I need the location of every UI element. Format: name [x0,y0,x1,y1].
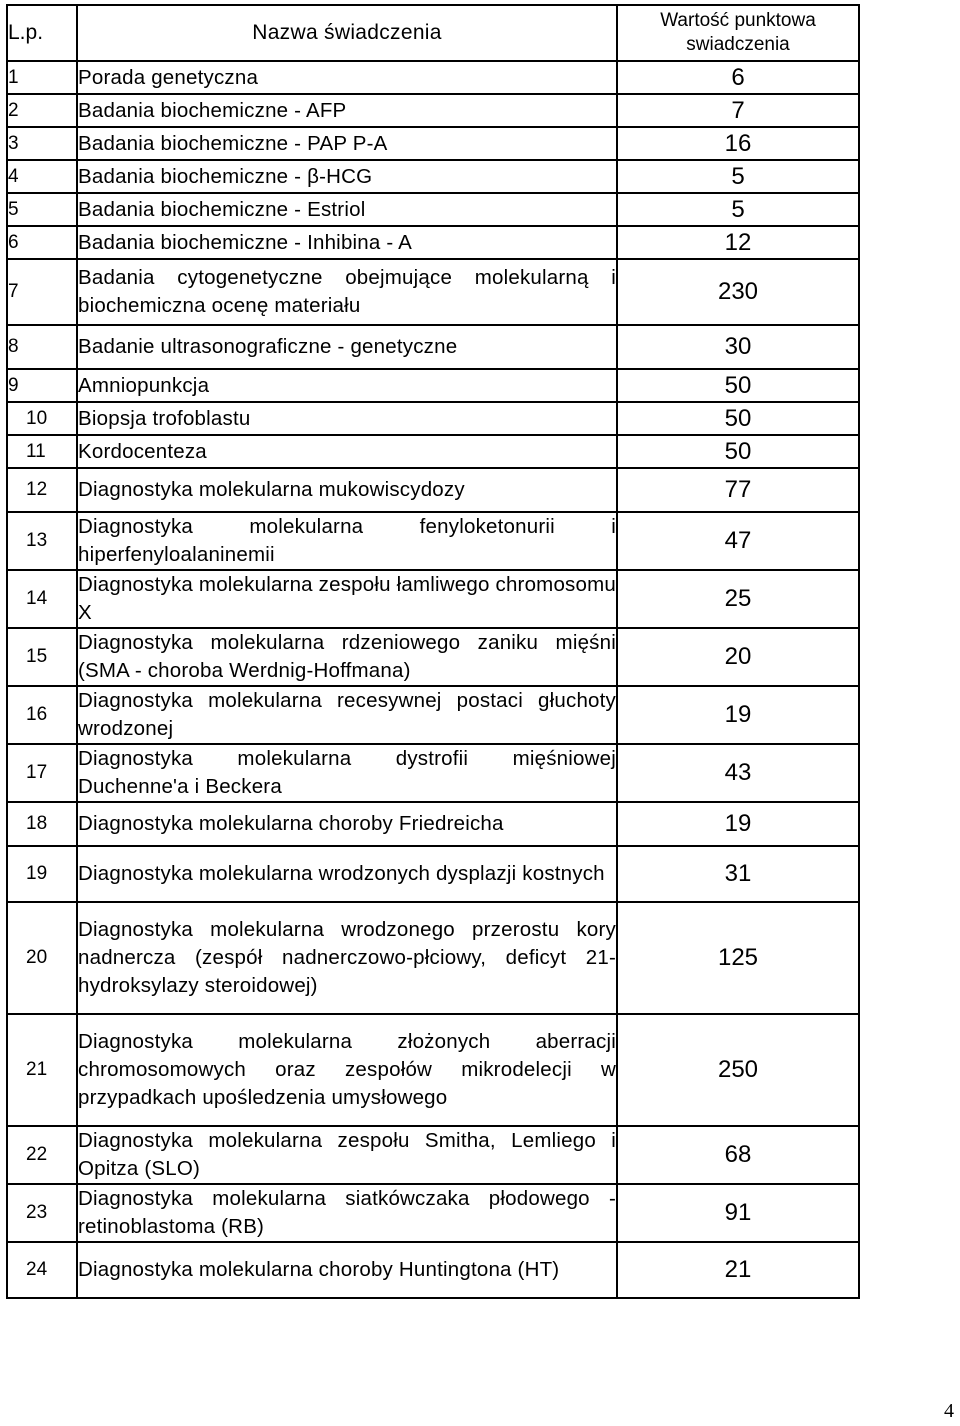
service-name: Diagnostyka molekularna zespołu łamliwego chromosomu X [78,573,616,624]
service-name: Diagnostyka molekularna fenyloketonurii i hiperfenyloalaninemii [78,515,616,566]
table-row [7,512,859,570]
service-name-cell [77,1242,617,1298]
service-name-cell [77,902,617,1014]
point-value: 5 [617,193,859,226]
service-name-cell [77,1126,617,1184]
table-row [7,570,859,628]
service-name: Diagnostyka molekularna wrodzonych dysplazji kostnych [78,862,605,885]
table-row [7,193,859,226]
row-number: 14 [7,570,77,628]
service-name: Kordocenteza [78,439,207,463]
service-name: Diagnostyka molekularna wrodzonego przerostu kory nadnercza (zespół nadnerczowo-płciowy, deficyt 21-hydroksylazy steroidowej) [78,918,616,997]
table-row [7,160,859,193]
service-name: Diagnostyka molekularna recesywnej postaci głuchoty wrodzonej [78,689,616,740]
service-name-cell [77,127,617,160]
table-row [7,259,859,325]
row-number: 23 [7,1184,77,1242]
row-number: 18 [7,802,77,846]
service-name: Badania cytogenetyczne obejmujące molekularną i biochemiczna ocenę materiału [78,266,616,317]
service-name-cell [77,846,617,902]
table-row [7,1242,859,1298]
row-number: 9 [7,369,77,402]
service-name: Amniopunkcja [78,373,210,397]
row-number: 8 [7,325,77,369]
row-number: 21 [7,1014,77,1126]
service-name-cell [77,744,617,802]
row-number: 4 [7,160,77,193]
table-row [7,628,859,686]
services-table [6,4,860,1299]
service-name-cell [77,628,617,686]
point-value: 31 [617,846,859,902]
point-value: 50 [617,369,859,402]
row-number: 3 [7,127,77,160]
row-number: 20 [7,902,77,1014]
row-number: 22 [7,1126,77,1184]
table-row [7,1014,859,1126]
service-name: Badania biochemiczne - PAP P-A [78,131,388,155]
service-name-cell [77,61,617,94]
service-name-cell [77,369,617,402]
header-row [7,5,859,61]
service-name: Diagnostyka molekularna choroby Friedreicha [78,812,504,835]
table-row [7,744,859,802]
point-value: 125 [617,902,859,1014]
table-row [7,94,859,127]
point-value: 16 [617,127,859,160]
row-number: 7 [7,259,77,325]
point-value: 19 [617,802,859,846]
table-row [7,127,859,160]
point-value: 19 [617,686,859,744]
header-value: Wartość punktowa swiadczenia [617,5,859,61]
point-value: 21 [617,1242,859,1298]
row-number: 24 [7,1242,77,1298]
row-number: 13 [7,512,77,570]
service-name: Badania biochemiczne - β-HCG [78,164,373,188]
table-row [7,369,859,402]
row-number: 2 [7,94,77,127]
table-body [7,61,859,1298]
row-number: 16 [7,686,77,744]
table-row [7,1184,859,1242]
service-name: Diagnostyka molekularna siatkówczaka płodowego - retinoblastoma (RB) [78,1187,616,1238]
service-name-cell [77,402,617,435]
point-value: 12 [617,226,859,259]
table-row [7,402,859,435]
point-value: 43 [617,744,859,802]
service-name-cell [77,802,617,846]
service-name-cell [77,435,617,468]
point-value: 20 [617,628,859,686]
service-name-cell [77,1184,617,1242]
service-name: Diagnostyka molekularna złożonych aberracji chromosomowych oraz zespołów mikrodelecji w przypadkach upośledzenia umysłowego [78,1030,616,1109]
service-name-cell [77,94,617,127]
service-name-cell [77,512,617,570]
service-name: Badania biochemiczne - AFP [78,98,347,122]
point-value: 230 [617,259,859,325]
service-name: Diagnostyka molekularna mukowiscydozy [78,478,465,501]
service-name: Badania biochemiczne - Inhibina - A [78,230,413,254]
header-name: Nazwa świadczenia [77,5,617,61]
point-value: 68 [617,1126,859,1184]
point-value: 47 [617,512,859,570]
service-name: Porada genetyczna [78,65,259,89]
service-name-cell [77,570,617,628]
table-row [7,846,859,902]
point-value: 30 [617,325,859,369]
service-name-cell [77,193,617,226]
point-value: 5 [617,160,859,193]
row-number: 11 [7,435,77,468]
row-number: 6 [7,226,77,259]
table-row [7,226,859,259]
service-name: Diagnostyka molekularna zespołu Smitha, Lemliego i Opitza (SLO) [78,1129,616,1180]
service-name-cell [77,1014,617,1126]
point-value: 6 [617,61,859,94]
service-name: Diagnostyka molekularna choroby Huntingtona (HT) [78,1258,560,1281]
point-value: 91 [617,1184,859,1242]
service-name: Biopsja trofoblastu [78,406,251,430]
row-number: 10 [7,402,77,435]
table-row [7,902,859,1014]
row-number: 15 [7,628,77,686]
header-lp: L.p. [7,5,77,61]
service-name-cell [77,468,617,512]
row-number: 19 [7,846,77,902]
point-value: 50 [617,402,859,435]
point-value: 250 [617,1014,859,1126]
table-row [7,435,859,468]
point-value: 7 [617,94,859,127]
row-number: 1 [7,61,77,94]
table-row [7,325,859,369]
page-number: 4 [944,1400,954,1422]
service-name-cell [77,160,617,193]
point-value: 50 [617,435,859,468]
service-name-cell [77,325,617,369]
service-name: Diagnostyka molekularna rdzeniowego zaniku mięśni (SMA - choroba Werdnig-Hoffmana) [78,631,616,682]
service-name-cell [77,259,617,325]
service-name: Badania biochemiczne - Estriol [78,197,366,221]
table-row [7,468,859,512]
point-value: 77 [617,468,859,512]
table-row [7,1126,859,1184]
row-number: 5 [7,193,77,226]
service-name: Diagnostyka molekularna dystrofii mięśniowej Duchenne'a i Beckera [78,747,616,798]
service-name-cell [77,226,617,259]
table-row [7,61,859,94]
table-row [7,686,859,744]
row-number: 17 [7,744,77,802]
row-number: 12 [7,468,77,512]
service-name: Badanie ultrasonograficzne - genetyczne [78,335,458,358]
table-row [7,802,859,846]
point-value: 25 [617,570,859,628]
service-name-cell [77,686,617,744]
